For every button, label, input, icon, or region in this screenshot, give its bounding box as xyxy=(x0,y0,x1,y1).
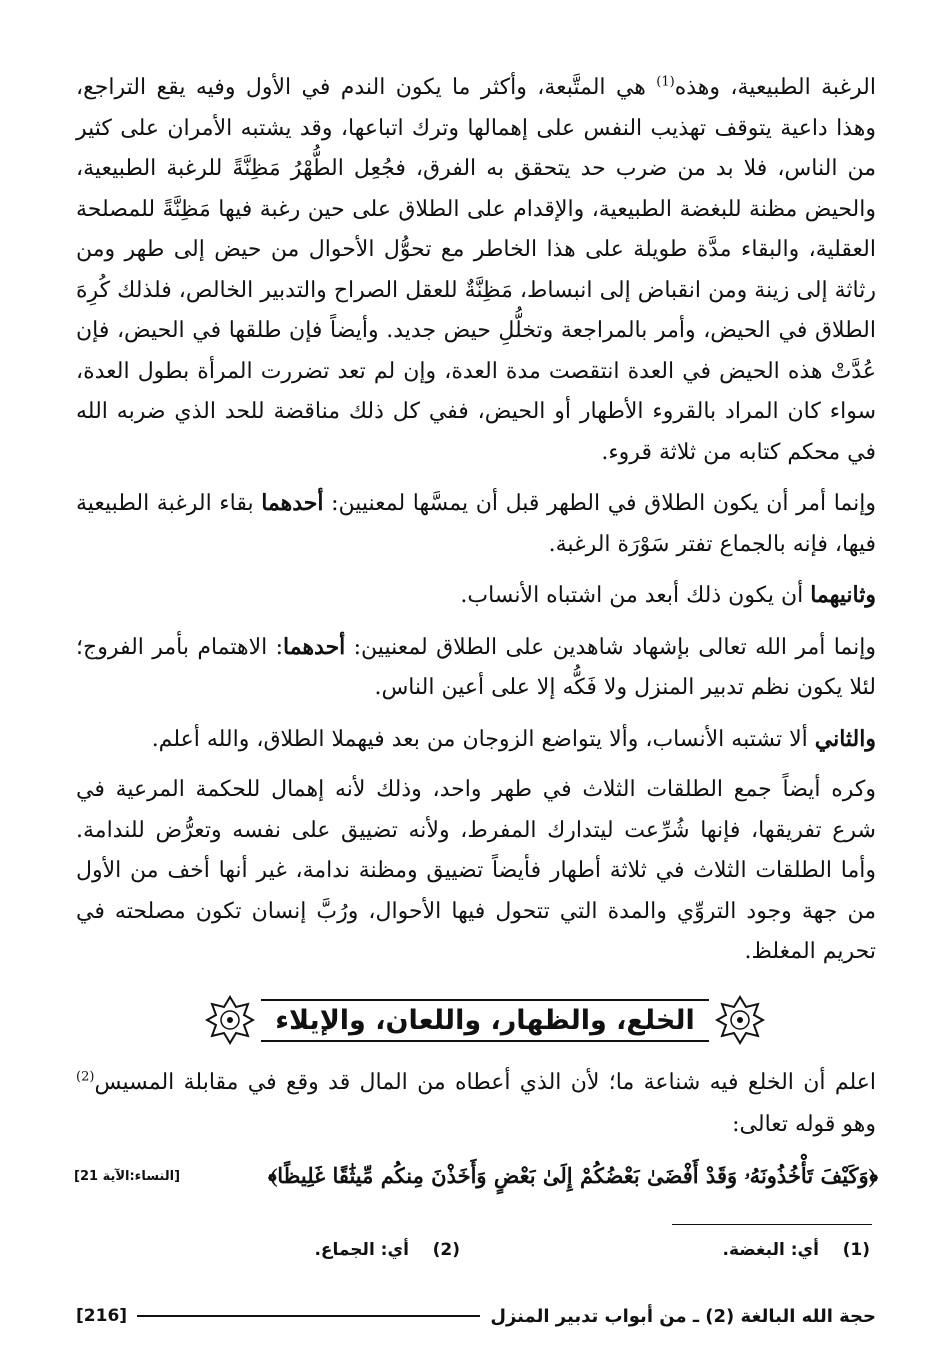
paragraph-3: وثانيهما أن يكون ذلك أبعد من اشتباه الأنساب. xyxy=(460,582,876,608)
footer-rule xyxy=(137,1315,480,1317)
running-title: حجة الله البالغة (2) ـ من أبواب تدبير المنزل xyxy=(490,1305,876,1327)
page-number: [216] xyxy=(76,1306,128,1326)
footnote-divider xyxy=(672,1224,872,1225)
star-ornament-icon xyxy=(205,995,255,1045)
paragraph-6: وكره أيضاً جمع الطلقات الثلاث في طهر واحد، وذلك لأنه إهمال للحكمة المرعية في شرع تفريقها، فإنها شُرِّعت ليتدارك المفرط، ولأنه تضييق على نفسه وتعرُّض للندامة. وأما الطلقات الثلاث في ثلاثة أطهار فأيضاً تضييق ومظنة ندامة، غير أنها أخف من الأول من جهة وجود التروِّي والمدة التي تتحول فيها الأحوال، ورُبَّ إنسان تكون مصلحته في تحريم المغلظ. xyxy=(76,777,876,964)
footnote-1: (1) أي: البغضة. xyxy=(722,1240,870,1260)
paragraph-1: الرغبة الطبيعية، وهذه$^{(1)}$ هي المتَّبعة، وأكثر ما يكون الندم في الأول وفيه يقع التراجع، وهذا داعية يتوقف تهذيب النفس على إهمالها وترك اتباعها، وقد يشتبه الأمران على كثير من الناس، فلا بد من ضرب حد يتحقق به الفرق، فجُعِل الطُّهْرُ مَظِنَّةً للرغبة الطبيعية، والحيض مظنة للبغضة الطبيعية، والإقدام على الطلاق على حين رغبة فيها مَظِنَّةً للمصلحة العقلية، والبقاء مدَّة طويلة على هذا الخاطر مع تحوُّل الأحوال من حيض إلى طهر ومن رثاثة إلى زينة ومن انقباض إلى انبساط، مَظِنَّةٌ للعقل الصراح والتدبير الخالص، فلذلك كُرِهَ الطلاق في الحيض، وأمر بالمراجعة وتخلُّلِ حيض جديد. وأيضاً فإن طلقها في الحيض، فإن عُدَّتْ هذه الحيض في العدة انتقصت مدة العدة، وإن لم تعد تضررت المرأة بطول العدة، سواء كان المراد بالقروء الأطهار أو الحيض، ففي كل ذلك مناقضة للحد الذي ضربه الله في محكم كتابه من ثلاثة قروء. xyxy=(76,74,876,465)
heading-title: الخلع، والظهار، واللعان، والإيلاء xyxy=(261,999,708,1042)
footnote-ref-2[interactable]: (2) xyxy=(76,1069,95,1085)
section-intro: اعلم أن الخلع فيه شناعة ما؛ لأن الذي أعطاه من المال قد وقع في مقابلة المسيس$^{(2)}$ وهو قوله تعالى: xyxy=(76,1069,877,1137)
footnote-ref-1[interactable]: (1) xyxy=(656,74,675,90)
quran-verse xyxy=(74,1154,878,1198)
paragraph-2: وإنما أمر أن يكون الطلاق في الطهر قبل أن يمسَّها لمعنيين: أحدهما بقاء الرغبة الطبيعية فيها، فإنه بالجماع تفتر سَوْرَة الرغبة. xyxy=(76,490,877,557)
verse-text: ﴿وَكَيْفَ تَأْخُذُونَهُۥ وَقَدْ أَفْضَىٰ بَعْضُكُمْ إِلَىٰ بَعْضٍ وَأَخَذْنَ مِنكُم مِّيثَٰقًا غَلِيظًا﴾ xyxy=(267,1163,878,1188)
paragraph-4: وإنما أمر الله تعالى بإشهاد شاهدين على الطلاق لمعنيين: أحدهما: الاهتمام بأمر الفروج؛ لئلا يكون نظم تدبير المنزل ولا فَكُّه إلا على أعين الناس. xyxy=(76,633,876,700)
verse-reference: [النساء:الآية 21] xyxy=(74,1168,181,1184)
main-text xyxy=(76,68,876,973)
paragraph-5: والثاني ألا تشتبه الأنساب، وألا يتواضع الزوجان من بعد فيهملا الطلاق، والله أعلم. xyxy=(151,725,876,752)
section-heading xyxy=(220,990,750,1050)
star-ornament-icon xyxy=(715,995,765,1045)
page-footer xyxy=(76,1300,876,1332)
footnote-2: (2) أي: الجماع. xyxy=(314,1240,460,1260)
